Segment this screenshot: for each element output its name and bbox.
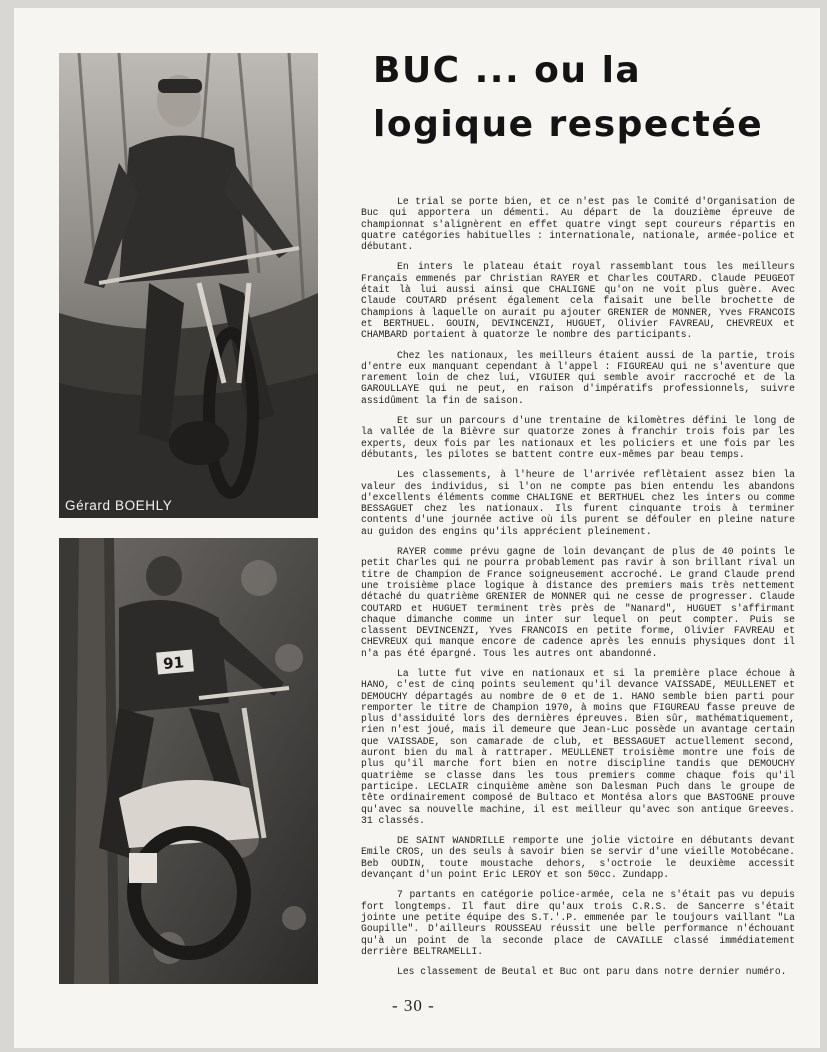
photo-rider-number-91	[59, 538, 318, 984]
paragraph-inters-results: RAYER comme prévu gagne de loin devançant de plus de 40 points le petit Charles qui ne pourra probablement pas ravir à son brillant rival un titre de Champion de France soigneusement accroché. Le grand Claude prend une troisième place logique à distance des premiers mais très nettement détaché du quatrième GRENIER de MONNER qui ne cesse de progresser. Claude COUTARD et HUGUET terminent très près de "Nanard", HUGUET s'affirmant chaque dimanche comme un inter sur lequel on peut compter. Puis se classent DEVINCENZI, Yves FRANCOIS en petite forme, Olivier FAVREAU et CHEVREUX qui manque encore de cadence après les ennuis physiques dont il n'a pas été épargné. Tous les autres ont abandonné.	[361, 546, 795, 659]
photo-rider-gerard-boehly	[59, 53, 318, 518]
paragraph-intro: Le trial se porte bien, et ce n'est pas le Comité d'Organisation de Buc qui apportera un démenti. Au départ de la douzième épreuve de championnat s'alignèrent en effet quatre vingt sept coureurs répartis en quatre catégories habituelles : internationale, nationale, armée-police et débutant.	[361, 196, 795, 253]
paragraph-classements: Les classements, à l'heure de l'arrivée reflètaient assez bien la valeur des individus, si l'on ne compte pas bien entendu les abandons d'excellents éléments comme CHALIGNE et BERTHUEL chez les inters ou comme BESSAGUET chez les nationaux. Ils furent cinquante trois à terminer contents d'une journée active où ils purent se défouler en pleine nature au guidon des engins qu'ils apprécient pleinement.	[361, 469, 795, 537]
article-body	[361, 196, 795, 986]
headline-line-1: BUC ... ou la	[373, 50, 642, 91]
paragraph-debutants: DE SAINT WANDRILLE remporte une jolie victoire en débutants devant Emile CROS, un des seuls à savoir bien se servir d'une vieille Motobécane. Beb OUDIN, toute moustache dehors, s'octroie le deuxième accessit devançant d'un point Eric LEROY et son 50cc. Zundapp.	[361, 835, 795, 881]
page-number: - 30 -	[392, 996, 435, 1015]
paragraph-closing-note: Les classement de Beutal et Buc ont paru dans notre dernier numéro.	[397, 966, 787, 978]
headline-line-2: logique respectée	[373, 104, 764, 145]
rider-photo-1-image	[59, 53, 318, 518]
paragraph-nationaux-field: Chez les nationaux, les meilleurs étaient aussi de la partie, trois d'entre eux manquant cependant à l'appel : FIGUREAU qui ne s'aventure que rarement loin de chez lui, VIGUIER qui semble avoir raccroché et de la GAROULLAYE qui ne peut, en raison d'impératifs professionnels, suivre assidûment la fin de saison.	[361, 349, 795, 406]
photo-caption: Gérard BOEHLY	[65, 498, 173, 513]
number-plate-text: 91	[162, 653, 185, 674]
paragraph-course: Et sur un parcours d'une trentaine de kilomètres défini le long de la vallée de la Bièvre sur quatorze zones à franchir trois fois par les experts, deux fois par les nationaux et les policiers et une fois par les débutants, les pilotes se battent contre eux-mêmes par beau temps.	[361, 415, 795, 460]
paragraph-inters-field: En inters le plateau était royal rassemblant tous les meilleurs Français emmenés par Christian RAYER et Charles COUTARD. Claude PEUGEOT était là lui aussi ainsi que CHALIGNE qu'on ne voit plus guère. Avec Claude COUTARD présent également cela faisait une belle brochette de Champions à laquelle on aurait pu ajouter GRENIER de MONNER, Yves FRANCOIS et BERTHUEL. GOUIN, DEVINCENZI, HUGUET, Olivier FAVREAU, CHEVREUX et CHAMBARD portaient à quatorze le nombre des participants.	[361, 261, 795, 341]
paragraph-nationaux-results: La lutte fut vive en nationaux et si la première place échoue à HANO, c'est de cinq points seulement qu'il devance VAISSADE, MEULLENET et DEMOUCHY départagés au nombre de 0 et de 1. HANO semble bien parti pour remporter le titre de Champion 1970, à moins que FIGUREAU fasse preuve de plus d'assiduité lors des dernières épreuves. Bien sûr, mathématiquement, rien n'est joué, mais il demeure que Jean-Luc possède un avantage certain que VAISSADE, son camarade de club, et BESSAGUET actuellement second, auront bien du mal à rattraper. MEULLENET troisième montre une fois de plus qu'il marche fort bien en notre discipline tandis que DEMOUCHY quatrième se classe dans les tous premiers comme chaque fois qu'il participe. LECLAIR cinquième amène son Dalesman Puch dans le groupe de tête ordinairement composé de Bultaco et Montésa alors que BASTOGNE prouve qu'avec sa nouvelle machine, il est meilleur qu'avec son antique Greeves. 31 classés.	[361, 667, 795, 826]
article-headline	[373, 44, 813, 152]
paragraph-police-armee: 7 partants en catégorie police-armée, cela ne s'était pas vu depuis fort longtemps. Il faut dire qu'aux trois C.R.S. de Sancerre s'était jointe une petite équipe des S.T.'.P. emmenée par le toujours vaillant "La Goupille". D'ailleurs ROUSSEAU réussit une belle performance n'échouant qu'à un point de la seconde place de CAVAILLE classé immédiatement derrière BELTRAMELLI.	[361, 889, 795, 957]
rider-photo-2-image	[59, 538, 318, 984]
